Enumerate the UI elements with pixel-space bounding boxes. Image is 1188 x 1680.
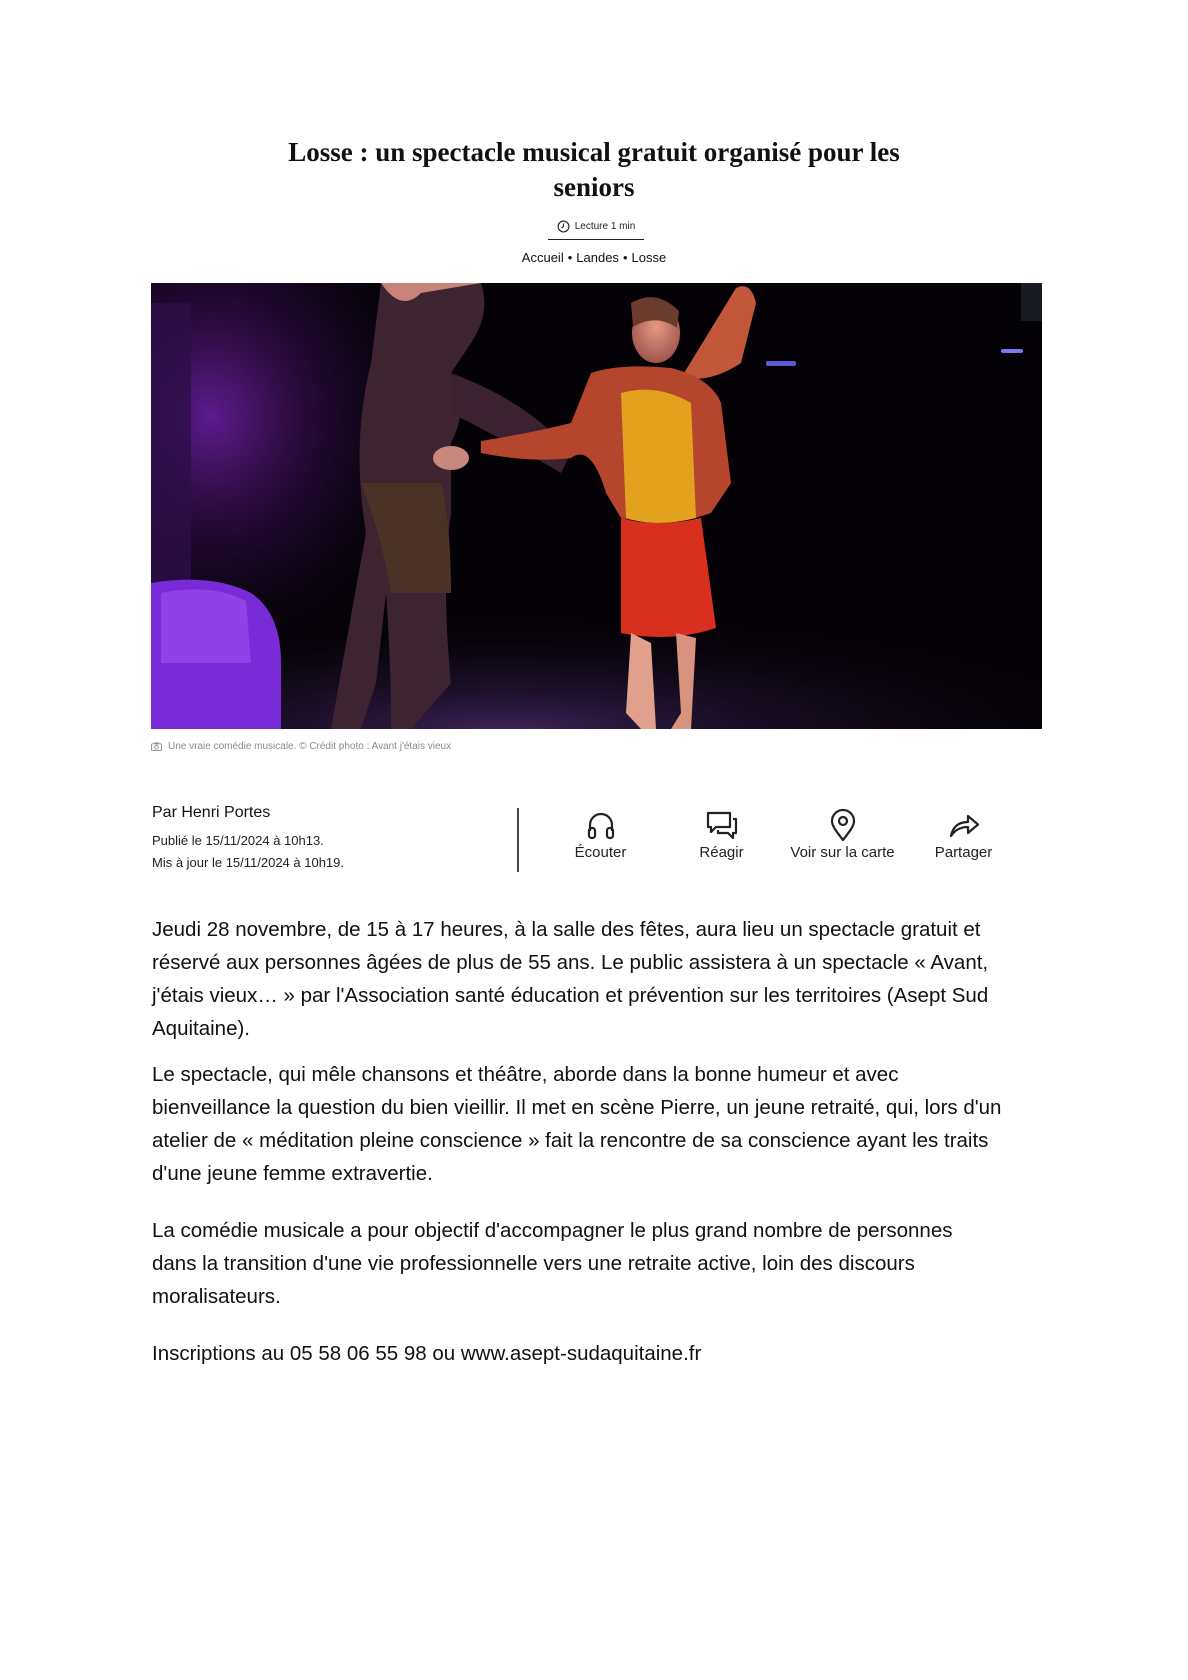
clock-icon	[557, 220, 570, 233]
map-pin-icon	[825, 807, 861, 843]
react-button[interactable]	[661, 807, 782, 861]
update-date: Mis à jour le 15/11/2024 à 10h19.	[152, 855, 345, 870]
listen-button[interactable]	[540, 807, 661, 861]
headphones-icon	[583, 807, 619, 843]
reading-time	[548, 214, 644, 240]
paragraph: La comédie musicale a pour objectif d'accompagner le plus grand nombre de personnes dans la transition d'une vie professionnelle vers une retraite active, loin des discours moralisateurs.	[152, 1219, 953, 1308]
breadcrumb-landes[interactable]: Landes	[576, 250, 619, 265]
article-actions	[540, 807, 1024, 861]
reading-time-label: Lecture 1 min	[574, 221, 636, 232]
share-label: Partager	[934, 844, 993, 861]
publish-date: Publié le 15/11/2024 à 10h13.	[152, 833, 324, 848]
paragraph: Jeudi 28 novembre, de 15 à 17 heures, à la salle des fêtes, aura lieu un spectacle gratuit et réservé aux personnes âgées de plus de 55 ans. Le public assistera à un spectacle « Avant, j'étais vieux… » par l'Association santé éducation et prévention sur les territoires (Asept Sud Aquitaine).	[152, 918, 989, 1040]
share-button[interactable]	[903, 807, 1024, 861]
stage-photo-illustration	[151, 283, 1042, 729]
share-arrow-icon	[946, 807, 982, 843]
article-body	[152, 913, 1002, 1370]
byline	[152, 804, 344, 874]
author-name[interactable]: Par Henri Portes	[152, 804, 271, 821]
breadcrumb-separator: •	[567, 250, 573, 265]
photo-caption	[151, 741, 451, 752]
map-label: Voir sur la carte	[790, 844, 895, 861]
paragraph: Le spectacle, qui mêle chansons et théâtre, aborde dans la bonne humeur et avec bienveillance la question du bien vieillir. Il met en scène Pierre, un jeune retraité, qui, lors d'un atelier de « méditation pleine conscience » fait la rencontre de sa conscience ayant les traits d'une jeune femme extravertie.	[152, 1063, 1002, 1185]
map-button[interactable]	[782, 807, 903, 861]
paragraph: Inscriptions au 05 58 06 55 98 ou www.asept-sudaquitaine.fr	[152, 1342, 702, 1365]
listen-label: Écouter	[574, 844, 627, 861]
comments-icon	[704, 807, 740, 843]
breadcrumb-separator: •	[622, 250, 628, 265]
camera-icon	[151, 742, 162, 751]
breadcrumb	[400, 250, 788, 265]
article-title: Losse : un spectacle musical gratuit organisé pour les seniors	[288, 137, 900, 202]
breadcrumb-accueil[interactable]: Accueil	[521, 250, 564, 265]
breadcrumb-losse[interactable]: Losse	[631, 250, 667, 265]
photo-caption-text: Une vraie comédie musicale. © Crédit photo : Avant j'étais vieux	[168, 741, 452, 752]
react-label: Réagir	[699, 844, 744, 861]
byline-divider	[517, 808, 519, 872]
article-photo[interactable]	[151, 283, 1042, 729]
